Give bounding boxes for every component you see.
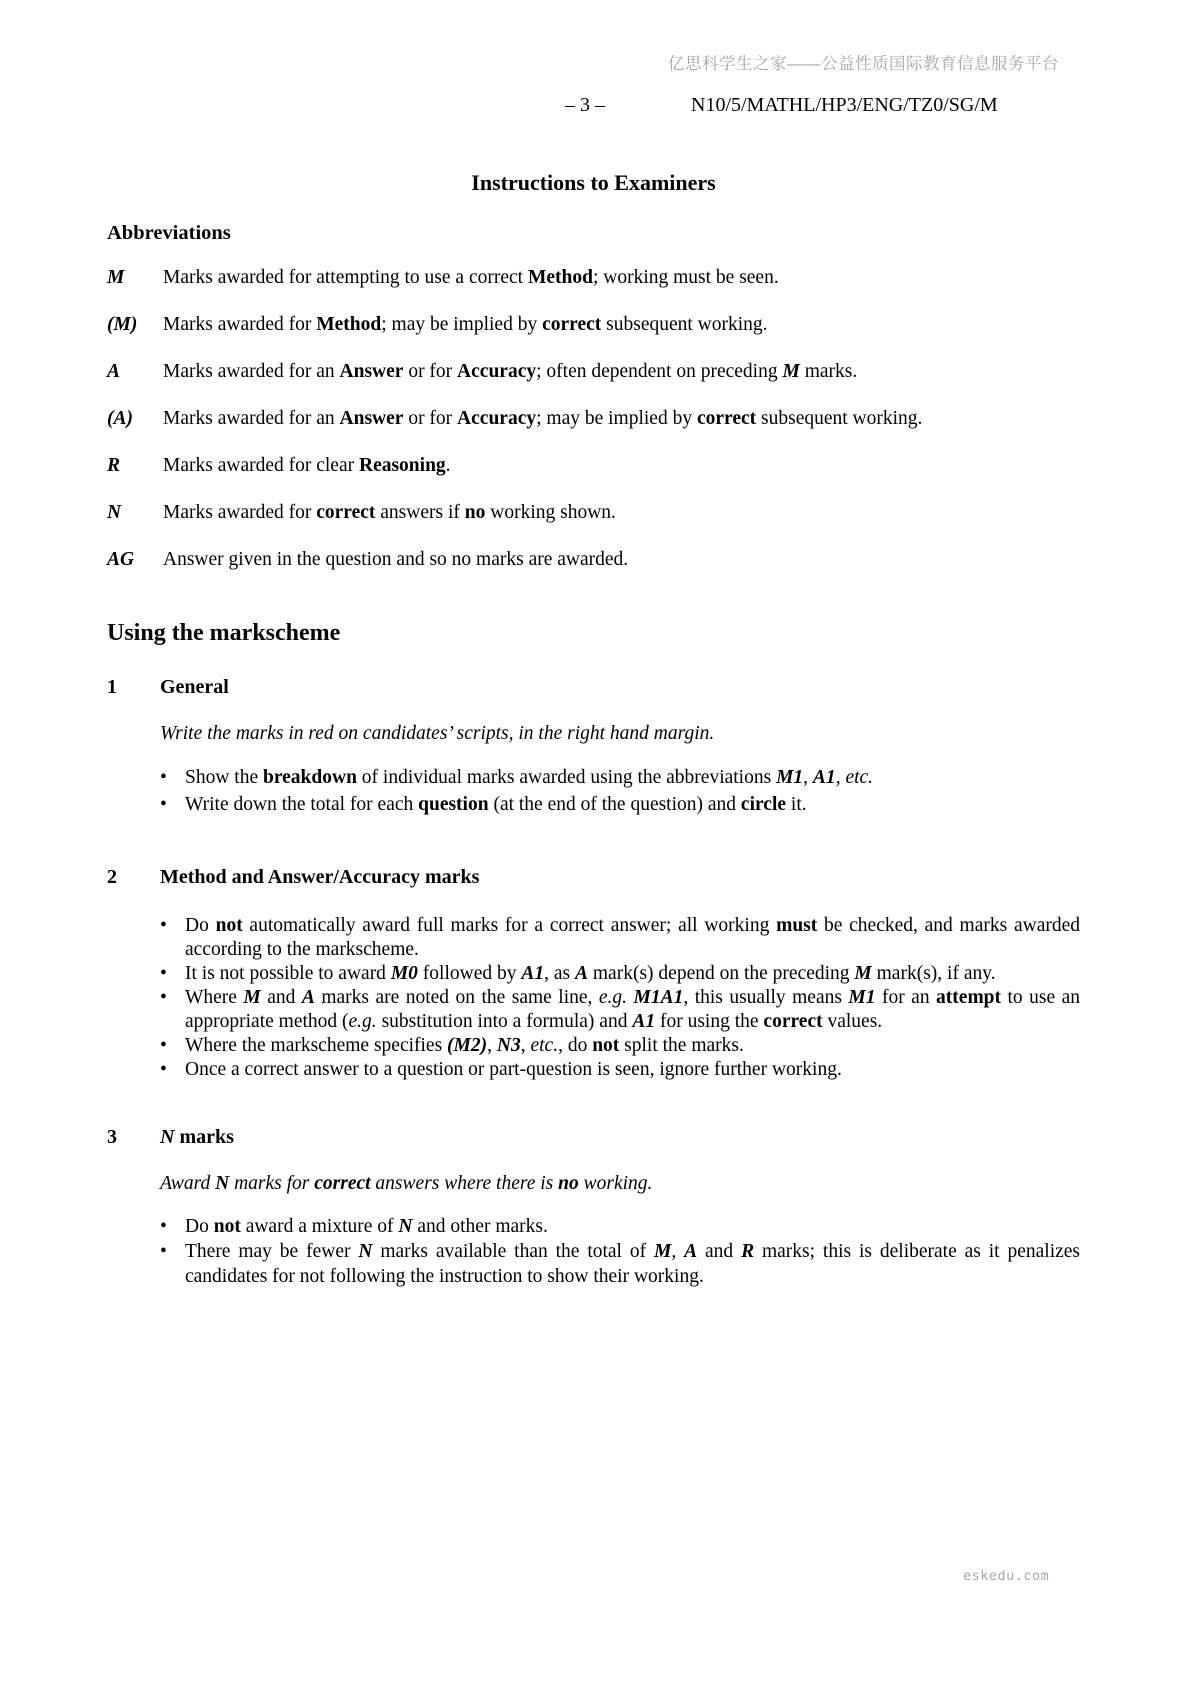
abbreviation-code: A [107, 361, 121, 382]
abbreviation-row [107, 266, 1080, 290]
page-content [107, 0, 1080, 1289]
abbreviation-description: Marks awarded for an Answer or for Accuracy; often dependent on preceding M marks. [163, 361, 858, 382]
abbreviation-description: Answer given in the question and so no marks are awarded. [163, 549, 629, 570]
section-method-answer [107, 864, 1080, 1082]
section-heading: General [160, 676, 229, 698]
abbreviations-heading: Abbreviations [107, 222, 231, 244]
section-intro: Award N marks for correct answers where there is no working. [160, 1173, 653, 1194]
bullet-item [160, 986, 1080, 1034]
bullet-icon: • [160, 767, 167, 788]
bullet-text: Once a correct answer to a question or part-question is seen, ignore further working. [185, 1059, 842, 1080]
bullet-item [160, 1058, 1080, 1082]
page-number: – 3 – [565, 94, 605, 116]
bullet-item [160, 914, 1080, 962]
bullet-icon: • [160, 794, 167, 815]
abbreviation-description: Marks awarded for an Answer or for Accuracy; may be implied by correct subsequent working. [163, 408, 923, 429]
abbreviation-code: N [107, 502, 122, 523]
page-header [107, 92, 1080, 118]
abbreviation-row [107, 501, 1080, 525]
abbreviation-row [107, 454, 1080, 478]
bullet-text: Show the breakdown of individual marks awarded using the abbreviations M1, A1, etc. [185, 767, 874, 788]
bullet-item [160, 764, 1080, 791]
section-intro: Write the marks in red on candidates’ scripts, in the right hand margin. [160, 723, 715, 744]
bullet-item [160, 1214, 1080, 1239]
bullet-text: Write down the total for each question (at the end of the question) and circle it. [185, 794, 807, 815]
section-number: 3 [107, 1126, 117, 1148]
bullet-icon: • [160, 1241, 167, 1262]
abbreviations-list [107, 266, 1080, 572]
document-title: Instructions to Examiners [471, 170, 716, 195]
section-head [107, 674, 1080, 700]
bullet-text: It is not possible to award M0 followed by A1, as A mark(s) depend on the preceding M mark(s), if any. [185, 963, 996, 984]
using-markscheme-heading: Using the markscheme [107, 620, 341, 646]
section-head [107, 1124, 1080, 1150]
abbreviation-code: AG [107, 549, 135, 570]
section-body [160, 914, 1080, 1082]
bullet-text: Do not award a mixture of N and other marks. [185, 1216, 548, 1237]
bullet-text: There may be fewer N marks available than the total of M, A and R marks; this is deliberate as it penalizes candidates for not following the instruction to show their working. [185, 1241, 1081, 1287]
abbreviation-code: R [107, 455, 121, 476]
bullet-text: Where the markscheme specifies (M2), N3, etc., do not split the marks. [185, 1035, 744, 1056]
bullet-item [160, 1034, 1080, 1058]
abbreviation-code: (M) [107, 314, 138, 335]
bullet-list [160, 1214, 1080, 1289]
bullet-icon: • [160, 1035, 167, 1056]
section-head [107, 864, 1080, 890]
abbreviation-row [107, 407, 1080, 431]
bullet-icon: • [160, 1059, 167, 1080]
bullet-text: Do not automatically award full marks for a correct answer; all working must be checked, and marks awarded according to the markscheme. [185, 915, 1080, 960]
abbreviation-description: Marks awarded for correct answers if no working shown. [163, 502, 616, 523]
abbreviation-row [107, 548, 1080, 572]
bullet-icon: • [160, 963, 167, 984]
abbreviation-description: Marks awarded for clear Reasoning. [163, 455, 451, 476]
section-body [160, 1172, 1080, 1289]
section-number: 2 [107, 866, 117, 888]
bullet-icon: • [160, 915, 167, 936]
abbreviation-code: M [107, 267, 125, 288]
abbreviation-row [107, 313, 1080, 337]
section-heading: Method and Answer/Accuracy marks [160, 866, 480, 888]
bullet-icon: • [160, 1216, 167, 1237]
bullet-item [160, 791, 1080, 818]
bullet-icon: • [160, 987, 167, 1008]
site-watermark: eskedu.com [963, 1568, 1050, 1584]
bullet-item [160, 962, 1080, 986]
abbreviation-row [107, 360, 1080, 384]
paper-code: N10/5/MATHL/HP3/ENG/TZ0/SG/M [691, 94, 998, 116]
watermark-text: 亿思科学生之家——公益性质国际教育信息服务平台 [668, 55, 1059, 73]
bullet-item [160, 1239, 1080, 1289]
section-number: 1 [107, 676, 117, 698]
abbreviation-description: Marks awarded for attempting to use a correct Method; working must be seen. [163, 267, 779, 288]
section-n-marks [107, 1124, 1080, 1289]
abbreviation-code: (A) [107, 408, 133, 429]
section-general [107, 674, 1080, 818]
section-heading: N marks [160, 1126, 234, 1148]
bullet-list [160, 914, 1080, 1082]
section-body [160, 722, 1080, 818]
bullet-list [160, 764, 1080, 818]
abbreviation-description: Marks awarded for Method; may be implied by correct subsequent working. [163, 314, 768, 335]
bullet-text: Where M and A marks are noted on the same line, e.g. M1A1, this usually means M1 for an attempt to use an appropriate method (e.g. substitution into a formula) and A1 for using the correct values. [185, 987, 1080, 1032]
